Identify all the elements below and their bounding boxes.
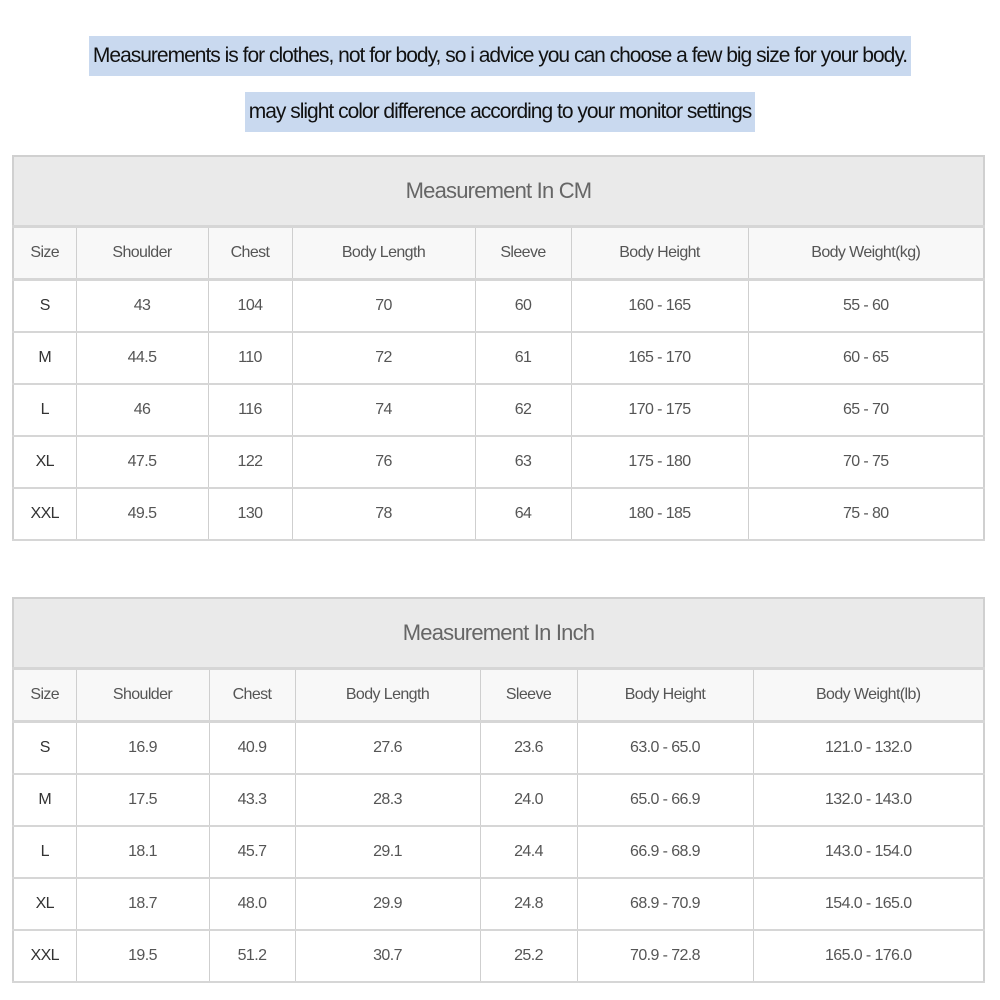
value-cell: 24.0: [480, 774, 577, 826]
value-cell: 60 - 65: [748, 332, 984, 384]
value-cell: 30.7: [295, 930, 480, 982]
column-header: Size: [13, 669, 76, 722]
value-cell: 25.2: [480, 930, 577, 982]
column-header: Body Weight(lb): [753, 669, 984, 722]
value-cell: 18.7: [76, 878, 209, 930]
value-cell: 110: [208, 332, 292, 384]
table-row: [13, 826, 984, 878]
size-table-inch: [12, 597, 985, 983]
value-cell: 160 - 165: [571, 280, 748, 333]
value-cell: 29.9: [295, 878, 480, 930]
value-cell: 122: [208, 436, 292, 488]
value-cell: 104: [208, 280, 292, 333]
size-cell: XL: [13, 436, 76, 488]
column-header: Body Length: [292, 227, 475, 280]
size-cell: S: [13, 722, 76, 775]
value-cell: 75 - 80: [748, 488, 984, 540]
table-row: [13, 488, 984, 540]
value-cell: 60: [475, 280, 571, 333]
value-cell: 121.0 - 132.0: [753, 722, 984, 775]
value-cell: 27.6: [295, 722, 480, 775]
value-cell: 46: [76, 384, 208, 436]
column-header: Body Height: [571, 227, 748, 280]
value-cell: 70.9 - 72.8: [577, 930, 753, 982]
value-cell: 66.9 - 68.9: [577, 826, 753, 878]
value-cell: 55 - 60: [748, 280, 984, 333]
value-cell: 63.0 - 65.0: [577, 722, 753, 775]
column-header: Body Weight(kg): [748, 227, 984, 280]
value-cell: 18.1: [76, 826, 209, 878]
value-cell: 170 - 175: [571, 384, 748, 436]
value-cell: 45.7: [209, 826, 295, 878]
value-cell: 40.9: [209, 722, 295, 775]
value-cell: 165 - 170: [571, 332, 748, 384]
value-cell: 49.5: [76, 488, 208, 540]
value-cell: 23.6: [480, 722, 577, 775]
table-title: Measurement In Inch: [13, 598, 984, 669]
value-cell: 72: [292, 332, 475, 384]
value-cell: 24.8: [480, 878, 577, 930]
value-cell: 165.0 - 176.0: [753, 930, 984, 982]
size-cell: XXL: [13, 488, 76, 540]
size-cell: XXL: [13, 930, 76, 982]
value-cell: 29.1: [295, 826, 480, 878]
value-cell: 62: [475, 384, 571, 436]
table-row: [13, 280, 984, 333]
column-header: Chest: [209, 669, 295, 722]
header-row: [13, 227, 984, 280]
value-cell: 16.9: [76, 722, 209, 775]
value-cell: 28.3: [295, 774, 480, 826]
value-cell: 180 - 185: [571, 488, 748, 540]
notice-line-2: may slight color difference according to your monitor settings: [245, 92, 756, 132]
table-row: [13, 878, 984, 930]
value-cell: 24.4: [480, 826, 577, 878]
value-cell: 175 - 180: [571, 436, 748, 488]
table-row: [13, 332, 984, 384]
table-title: Measurement In CM: [13, 156, 984, 227]
size-table-cm: [12, 155, 985, 541]
value-cell: 70 - 75: [748, 436, 984, 488]
column-header: Sleeve: [480, 669, 577, 722]
column-header: Body Height: [577, 669, 753, 722]
value-cell: 63: [475, 436, 571, 488]
value-cell: 76: [292, 436, 475, 488]
header-row: [13, 669, 984, 722]
value-cell: 19.5: [76, 930, 209, 982]
value-cell: 44.5: [76, 332, 208, 384]
color-difference-notice: [0, 92, 1000, 132]
size-cell: L: [13, 384, 76, 436]
column-header: Body Length: [295, 669, 480, 722]
size-cell: S: [13, 280, 76, 333]
table-row: [13, 722, 984, 775]
value-cell: 154.0 - 165.0: [753, 878, 984, 930]
value-cell: 65.0 - 66.9: [577, 774, 753, 826]
value-cell: 65 - 70: [748, 384, 984, 436]
value-cell: 43.3: [209, 774, 295, 826]
column-header: Chest: [208, 227, 292, 280]
value-cell: 78: [292, 488, 475, 540]
table-row: [13, 436, 984, 488]
value-cell: 70: [292, 280, 475, 333]
size-advice-notice: [0, 36, 1000, 76]
value-cell: 43: [76, 280, 208, 333]
value-cell: 68.9 - 70.9: [577, 878, 753, 930]
value-cell: 130: [208, 488, 292, 540]
size-cell: M: [13, 332, 76, 384]
value-cell: 48.0: [209, 878, 295, 930]
value-cell: 17.5: [76, 774, 209, 826]
size-cell: L: [13, 826, 76, 878]
table-row: [13, 384, 984, 436]
column-header: Shoulder: [76, 227, 208, 280]
value-cell: 116: [208, 384, 292, 436]
value-cell: 132.0 - 143.0: [753, 774, 984, 826]
column-header: Sleeve: [475, 227, 571, 280]
size-cell: M: [13, 774, 76, 826]
notice-line-1: Measurements is for clothes, not for body, so i advice you can choose a few big size for your body.: [89, 36, 911, 76]
value-cell: 143.0 - 154.0: [753, 826, 984, 878]
column-header: Size: [13, 227, 76, 280]
table-row: [13, 774, 984, 826]
size-cell: XL: [13, 878, 76, 930]
value-cell: 61: [475, 332, 571, 384]
value-cell: 64: [475, 488, 571, 540]
table-row: [13, 930, 984, 982]
value-cell: 51.2: [209, 930, 295, 982]
value-cell: 74: [292, 384, 475, 436]
value-cell: 47.5: [76, 436, 208, 488]
column-header: Shoulder: [76, 669, 209, 722]
